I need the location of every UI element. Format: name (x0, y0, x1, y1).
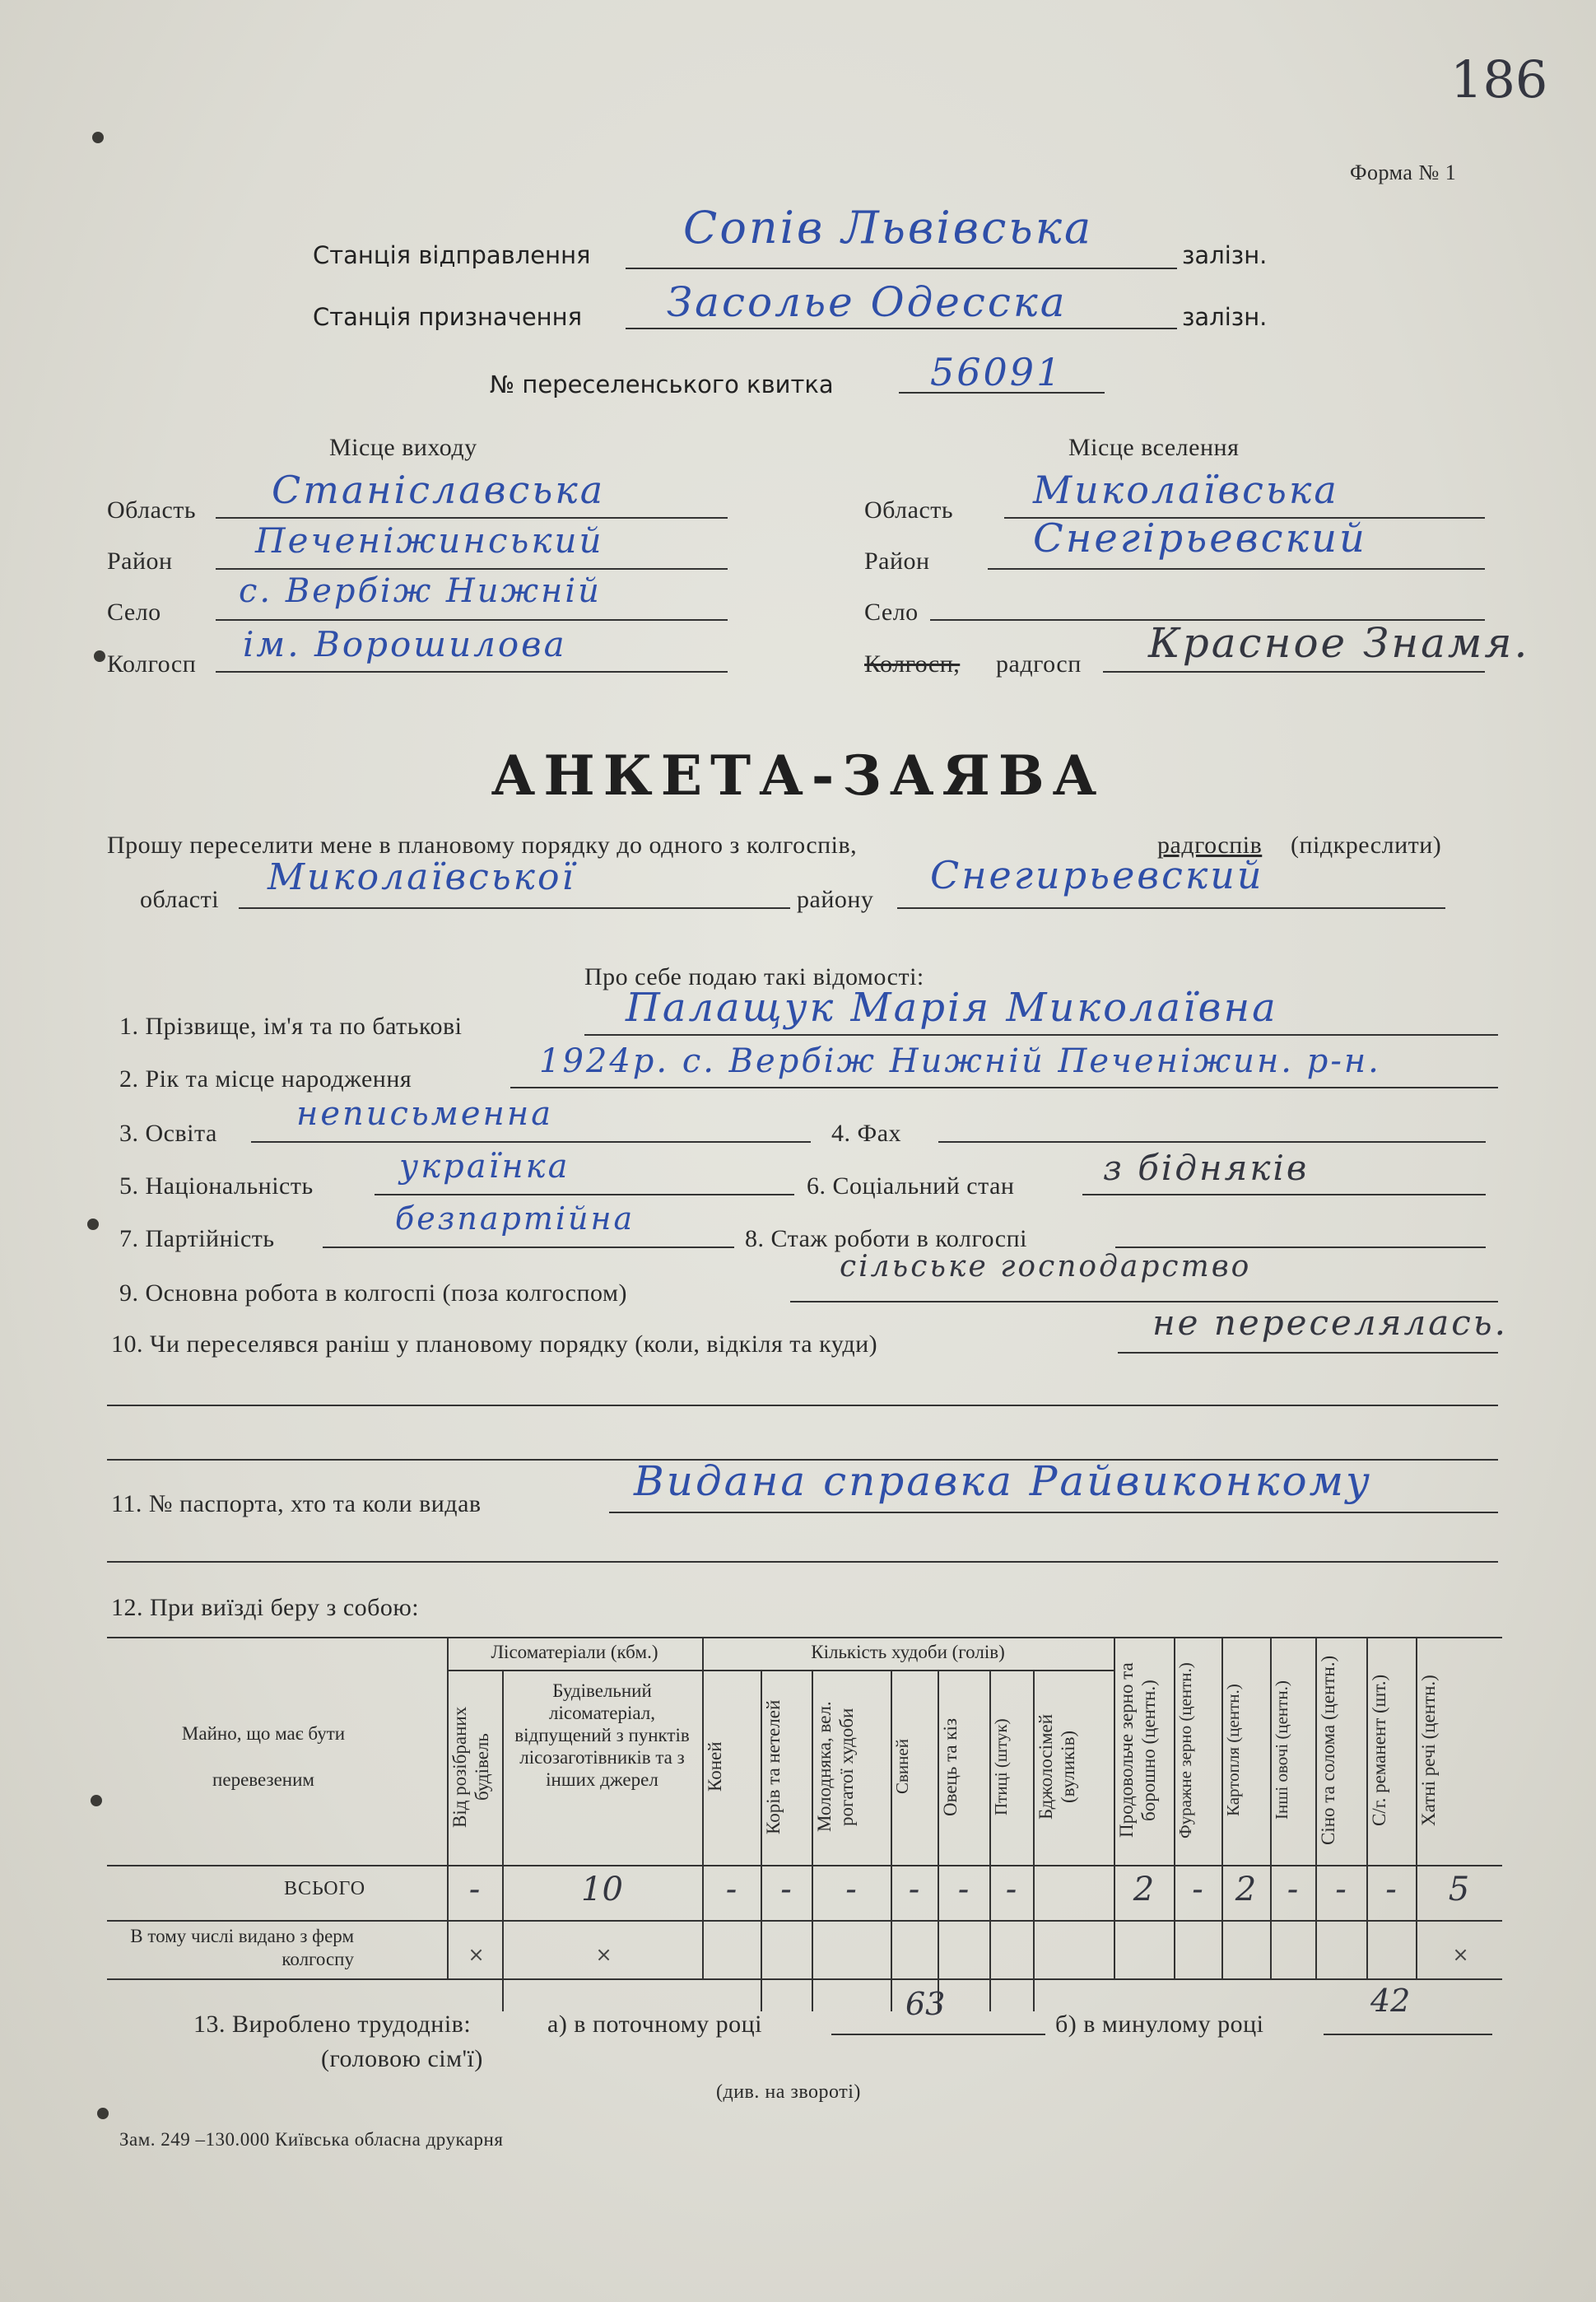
ticket-value: 56091 (930, 350, 1063, 394)
destination-heading: Місце вселення (1068, 434, 1240, 461)
arrival-value: Засолье Одесска (667, 278, 1068, 326)
field-10-line (1118, 1352, 1498, 1354)
field-10-value: не переселялась. (1152, 1302, 1508, 1343)
arrival-label: Станція призначення (313, 303, 583, 331)
field-1-label: 1. Прізвище, ім'я та по батькові (119, 1013, 463, 1040)
table-column-header: Бджолосімей (вуликів) (1035, 1713, 1078, 1820)
table-cell-total: 5 (1448, 1871, 1470, 1908)
field-9-label: 9. Основна робота в колгоспі (поза колгоспом) (119, 1279, 627, 1307)
table-column-header: Від розібраних будівель (449, 1706, 492, 1828)
table-cell-total: - (1287, 1871, 1299, 1908)
workdays-current-value: 63 (905, 1986, 946, 2022)
punch-hole-mark (94, 650, 105, 662)
table-column-header: Корів та нетелей (763, 1699, 784, 1834)
table-column-header: С/г. реманент (шт.) (1369, 1674, 1389, 1827)
destination-radhosp-value: Красное Знамя. (1148, 619, 1530, 667)
workdays-previous-line (1324, 2034, 1492, 2035)
field-6-value: з бідняків (1103, 1148, 1310, 1188)
workdays-sub: (головою сім'ї) (321, 2045, 483, 2072)
field-2-label: 2. Рік та місце народження (119, 1065, 412, 1093)
departure-line (626, 268, 1177, 269)
field-8-label: 8. Стаж роботи в колгоспі (745, 1225, 1027, 1252)
table-cell-total: - (957, 1871, 970, 1908)
table-border-top (107, 1637, 1502, 1638)
field-7-value: безпартійна (395, 1200, 635, 1237)
table-cell-total: - (468, 1871, 481, 1908)
field-4-label: 4. Фах (831, 1120, 902, 1147)
field-12-label: 12. При виїзді беру з собою: (111, 1594, 420, 1621)
table-border-row (107, 1920, 1502, 1922)
request-note: (підкреслити) (1291, 832, 1442, 859)
field-2-line (510, 1087, 1498, 1088)
table-column-header: Хатні речі (центн.) (1418, 1675, 1439, 1826)
railway-suffix: залізн. (1182, 241, 1268, 269)
printer-imprint: Зам. 249 –130.000 Київська обласна друкарня (119, 2129, 504, 2150)
table-column-header: Свиней (892, 1739, 912, 1795)
departure-label: Станція відправлення (313, 241, 591, 269)
origin-selo-line (216, 619, 728, 621)
table-column-header: Фуражне зерно (центн.) (1175, 1662, 1195, 1838)
workdays-current-label: а) в поточному році (547, 2011, 763, 2038)
row-total-label: ВСЬОГО (284, 1878, 366, 1899)
origin-kolhosp-line (216, 671, 728, 673)
field-10-label: 10. Чи переселявся раніш у плановому порядку (коли, відкіля та куди) (111, 1330, 878, 1358)
destination-selo-label: Село (864, 599, 919, 626)
table-border-header (107, 1865, 1502, 1866)
table-cell-total: - (780, 1871, 792, 1908)
table-cell-farm: × (468, 1943, 485, 1966)
request-raion-label: району (797, 886, 874, 913)
arrival-line (626, 328, 1177, 329)
origin-selo-label: Село (107, 599, 161, 626)
table-column-header: Сіно та солома (центн.) (1318, 1655, 1338, 1846)
property-table (107, 1637, 1502, 1978)
field-5-label: 5. Національність (119, 1172, 314, 1200)
field-3-label: 3. Освіта (119, 1120, 217, 1147)
origin-kolhosp-label: Колгосп (107, 650, 197, 678)
punch-hole-mark (97, 2108, 109, 2119)
origin-raion-label: Район (107, 548, 173, 575)
destination-raion-value: Снегірьевский (1033, 515, 1367, 562)
workdays-previous-value: 42 (1370, 1983, 1411, 2019)
destination-raion-line (988, 568, 1485, 570)
origin-oblast-value: Станіславська (272, 468, 606, 512)
table-cell-total: - (1385, 1871, 1397, 1908)
departure-value: Сопів Львівська (683, 202, 1094, 254)
request-oblast-label: області (140, 886, 220, 913)
table-column-header: Молодняка, вел. рогатої худоби (814, 1701, 857, 1833)
workdays-label: 13. Вироблено трудоднів: (193, 2011, 472, 2038)
field-9-value: сільське господарство (840, 1250, 1252, 1284)
field-11-line (609, 1512, 1498, 1513)
table-column-header: Інші овочі (центн.) (1272, 1680, 1291, 1820)
table-column-header: Птиці (штук) (991, 1718, 1011, 1815)
livestock-group-header: Кількість худоби (голів) (811, 1642, 1005, 1662)
origin-kolhosp-value: ім. Ворошилова (243, 624, 567, 664)
livestock-group-line (702, 1670, 1114, 1671)
table-cell-total: 2 (1235, 1871, 1257, 1908)
destination-oblast-label: Область (864, 496, 954, 524)
origin-oblast-line (216, 517, 728, 519)
ticket-label: № переселенського квитка (490, 370, 834, 398)
lumber-group-line (447, 1670, 702, 1671)
field-7-line (323, 1247, 734, 1248)
row-farm-label: В тому числі видано з ферм колгоспу (130, 1926, 354, 1969)
workdays-previous-label: б) в минулому році (1055, 2011, 1264, 2038)
table-cell-farm: × (595, 1943, 612, 1966)
origin-raion-line (216, 568, 728, 570)
destination-radhosp-line (1103, 671, 1485, 673)
destination-raion-label: Район (864, 548, 930, 575)
field-7-label: 7. Партійність (119, 1225, 275, 1252)
info-intro: Про себе подаю такі відомості: (584, 963, 924, 990)
table-column-header: Будівельний лісоматеріал, відпущений з пунктів лісозаготівників та з інших джерел (514, 1680, 690, 1790)
property-header: Майно, що має бути перевезеним (181, 1723, 346, 1790)
table-column-header: Продовольче зерно та борошно (центн.) (1116, 1662, 1159, 1838)
table-cell-total: - (908, 1871, 920, 1908)
request-raion-line (897, 907, 1445, 909)
request-raion-value: Снегирьевский (930, 853, 1264, 897)
field-8-line (1115, 1247, 1486, 1248)
field-5-line (375, 1194, 794, 1195)
origin-selo-value: с. Вербіж Нижній (239, 572, 602, 610)
table-column-divider (502, 1670, 504, 2011)
field-5-value: українка (399, 1148, 570, 1186)
table-column-header: Овець та кіз (940, 1717, 961, 1816)
table-column-header: Коней (705, 1741, 725, 1792)
workdays-current-line (831, 2034, 1045, 2035)
table-cell-total: - (1005, 1871, 1017, 1908)
field-10-extra-line (107, 1405, 1498, 1406)
destination-kolhosp-struck: Колгосп, (864, 650, 961, 678)
see-reverse: (див. на звороті) (716, 2081, 861, 2103)
form-label: Форма № 1 (1350, 161, 1457, 184)
table-column-header: Картопля (центн.) (1223, 1684, 1243, 1817)
request-radhosp-underlined: радгоспів (1157, 832, 1263, 859)
railway-suffix: залізн. (1182, 303, 1268, 331)
table-cell-total: 10 (581, 1871, 623, 1908)
table-cell-total: - (725, 1871, 738, 1908)
punch-hole-mark (87, 1219, 99, 1230)
table-cell-farm: × (1452, 1943, 1469, 1966)
table-cell-total: - (1335, 1871, 1347, 1908)
origin-raion-value: Печеніжинський (255, 520, 604, 561)
table-cell-total: 2 (1133, 1871, 1155, 1908)
field-4-line (938, 1141, 1486, 1143)
table-cell-total: - (845, 1871, 857, 1908)
field-6-line (1082, 1194, 1486, 1195)
field-3-value: неписьменна (296, 1095, 554, 1133)
field-11-value: Видана справка Райвиконкому (634, 1457, 1373, 1505)
table-border-bottom (107, 1978, 1502, 1980)
form-title: АНКЕТА-ЗАЯВА (491, 743, 1105, 808)
field-1-line (584, 1034, 1498, 1036)
punch-hole-mark (92, 132, 104, 143)
destination-radhosp-label: радгосп (996, 650, 1082, 678)
field-6-label: 6. Соціальний стан (807, 1172, 1015, 1200)
sheet-number: 186 (1450, 49, 1548, 110)
field-11-extra-line (107, 1561, 1498, 1563)
table-cell-total: - (1192, 1871, 1203, 1908)
request-oblast-value: Миколаївської (268, 856, 576, 898)
field-3-line (251, 1141, 811, 1143)
request-oblast-line (239, 907, 790, 909)
origin-heading: Місце виходу (329, 434, 477, 461)
field-11-label: 11. № паспорта, хто та коли видав (111, 1490, 482, 1517)
lumber-group-header: Лісоматеріали (кбм.) (491, 1642, 658, 1662)
punch-hole-mark (91, 1795, 102, 1806)
origin-oblast-label: Область (107, 496, 197, 524)
destination-oblast-value: Миколаївська (1033, 468, 1339, 512)
field-1-value: Палащук Марія Миколаївна (626, 985, 1278, 1031)
request-text: Прошу переселити мене в плановому порядку до одного з колгоспів, (107, 832, 858, 859)
field-2-value: 1924р. с. Вербіж Нижній Печеніжин. р-н. (539, 1042, 1381, 1080)
